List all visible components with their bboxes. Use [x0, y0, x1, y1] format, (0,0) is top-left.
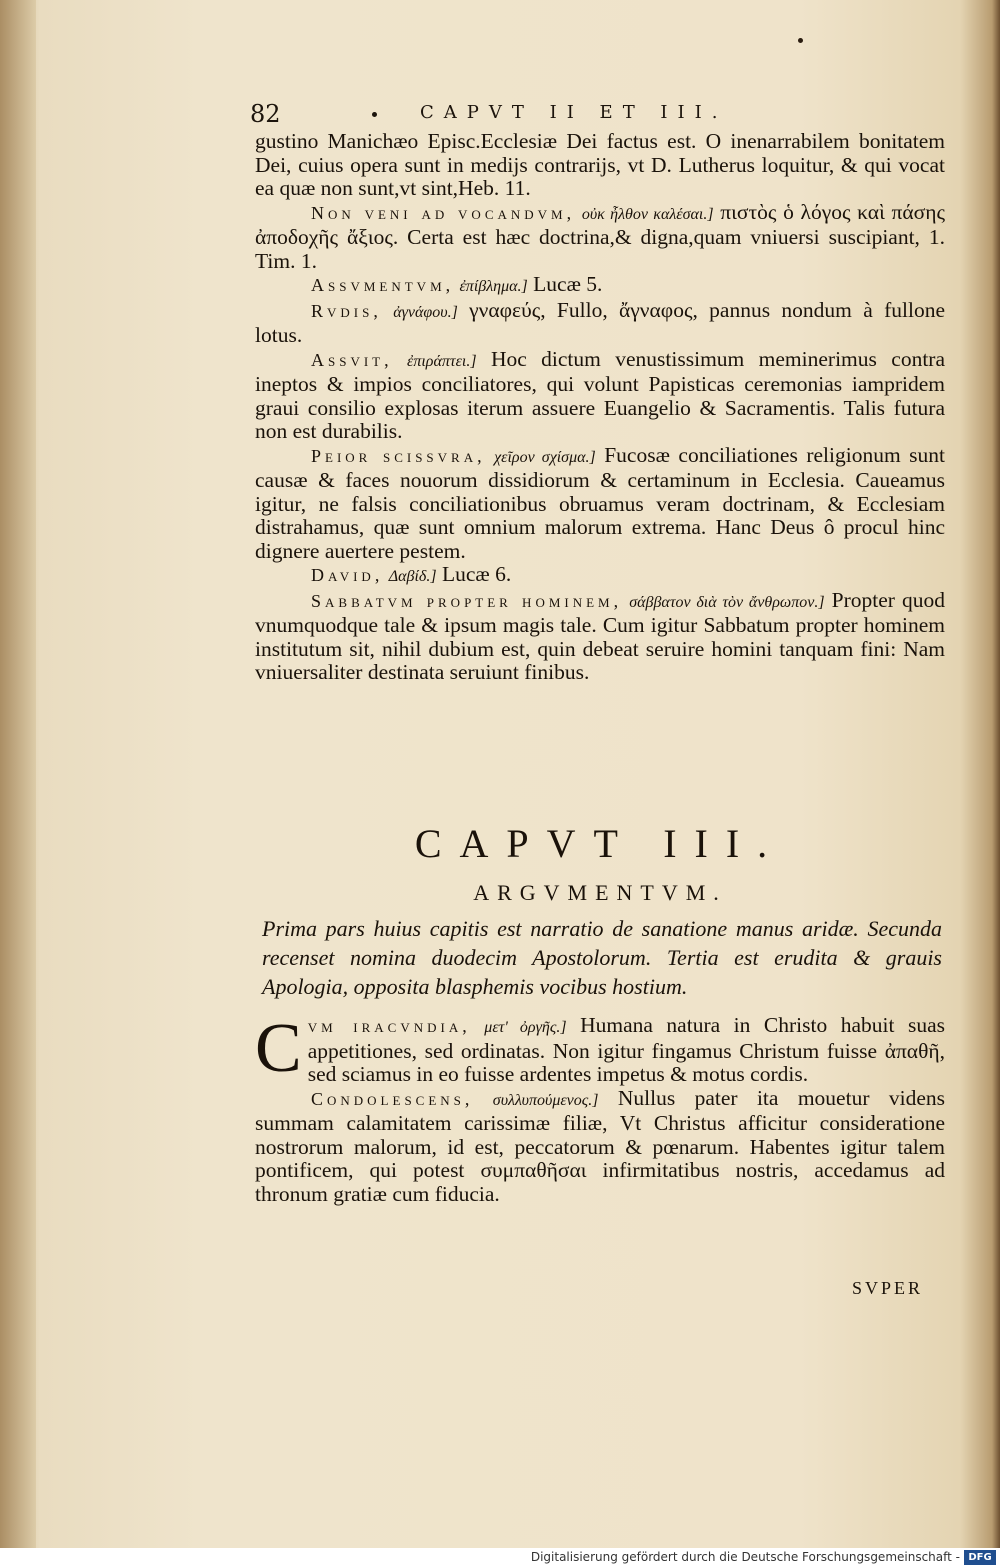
entry-assuit: Assvit, ἐπιράπτει.] Hoc dictum venustissimum meminerimus contra ineptos & impios conciliatores, qui volunt Papisticas ceremonias iampridem graui consilio explosas iterum assuere Euangelio & Sacramentis. Talis futura non est durabilis.: [255, 346, 945, 443]
digitization-footer: [0, 1548, 1000, 1568]
drop-capital: C: [255, 1010, 302, 1087]
entry-sabbatum: Sabbatvm propter hominem, σάββατον διὰ τὸν ἄνθρωπον.] Propter quod vnumquodque tale & ipsum magis tale. Cum igitur Sabbatum propter hominem institutum sit, nihil dubium est, quin debeat seruire homini tanquam fini: Nam vniuersaliter destinata seruiunt finibus.: [255, 587, 945, 684]
entry-non-veni: Non veni ad vocandvm, οὐκ ἦλθον καλέσαι.] πιστὸς ὁ λόγος καὶ πάσης ἀποδοχῆς ἄξιος. Certa est hæc doctrina,& digna,quam vniuersi suscipiant, 1. Tim. 1.: [255, 199, 946, 273]
argument-text: Prima pars huius capitis est narratio de sanatione manus aridæ. Secunda recenset nomina duodecim Apostolorum. Tertia est erudita & grauis Apologia, opposita blasphemis vocibus hostium.: [262, 916, 942, 999]
catchword: SVPER: [852, 1278, 924, 1298]
entry-cum-iracundia: Cvm iracvndia, μετ' ὀργῆς.] Humana natura in Christo habuit suas appetitiones, sed ordinatas. Non igitur fingamus Christum fuisse ἀπαθῆ, sed sciamus in eo fuisse ardentes impetus & motus cordis.: [255, 1010, 946, 1087]
chapter-title: CAPVT III.: [414, 821, 786, 866]
ink-spot: [798, 38, 803, 43]
page-number: 82: [250, 100, 281, 128]
entry-david: David, Δαβίδ.] Lucæ 6.: [311, 562, 512, 586]
paragraph-continuation: gustino Manichæo Episc.Ecclesiæ Dei factus est. O inenarrabilem bonitatem Dei, cuius opera sunt in medijs contrarijs, vt D. Lutherus loquitur, & qui vocat ea quæ non sunt,vt sint,Heb. 11.: [255, 129, 945, 200]
commentary-text-bottom: [255, 1010, 946, 1206]
footer-credit: Digitalisierung gefördert durch die Deutsche Forschungsgemeinschaft -: [530, 1550, 960, 1564]
entry-assumentum: Assvmentvm, ἐπίβλημα.] Lucæ 5.: [311, 272, 603, 296]
dfg-logo: DFG: [964, 1550, 996, 1565]
header-dot: [372, 112, 377, 117]
running-title: CAPVT II ET III.: [420, 102, 728, 123]
entry-rudis: Rvdis, ἀγνάφου.] γναφεύς, Fullo, ἄγναφος, pannus nondum à fullone lotus.: [255, 297, 945, 347]
argument-heading: ARGVMENTVM.: [473, 880, 727, 905]
entry-peior-scissura: Peior scissvra, χεῖρον σχίσμα.] Fucosæ conciliationes religionum sunt causæ & faces nouorum dissidiorum & certaminum in Ecclesia. Caueamus igitur, ne falsis conciliationibus obruamus veram doctrinam, & Ecclesiam distrahamus, quæ sunt omnium malorum extrema. Hanc Deus ô procul hinc dignere auertere pestem.: [255, 442, 946, 563]
commentary-text-top: [255, 130, 945, 685]
entry-condolescens: Condolescens, συλλυπούμενος.] Nullus pater ita mouetur videns summam calamitatem carissimæ filiæ, Vt Christus afficitur consideratione nostrorum malorum, id est, peccatorum & pœnarum. Habentes igitur talem pontificem, qui potest συμπαθῆσαι infirmitatibus nostris, accedamus ad thronum gratiæ cum fiducia.: [255, 1085, 945, 1206]
page-gutter-shadow: [0, 0, 36, 1548]
